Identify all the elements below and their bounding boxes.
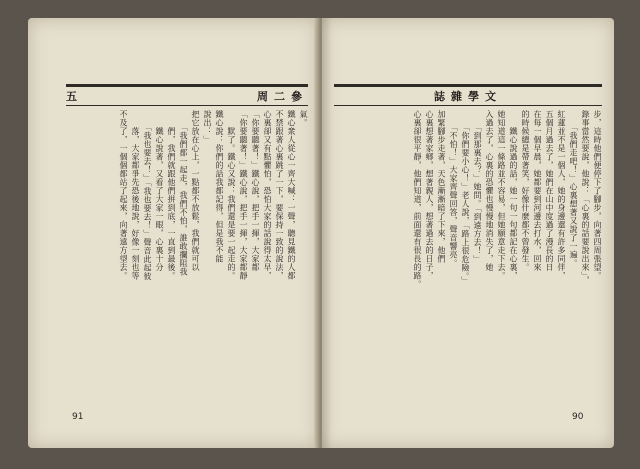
text-column: 們，我們就跟他們拼到底，一直到最後。 — [167, 110, 176, 280]
text-column: 說出：」 — [203, 110, 212, 144]
left-page-number: 91 — [72, 412, 84, 422]
text-column: 她知道這一條路並不容易，但她願意走下去。 — [497, 110, 506, 280]
right-page — [322, 18, 614, 448]
right-text-block — [336, 110, 602, 360]
text-column: 「你們要小心！」老人說，「路上很危險。」 — [461, 110, 470, 285]
text-column: 不禁跟著心裏跳了一下，要保持一致的說法， — [275, 110, 284, 280]
right-page-number: 90 — [572, 412, 584, 422]
text-column: 鐵心說：你們的話我都記得，但是我不能 — [215, 110, 224, 263]
left-header-title: 周二參 — [257, 90, 308, 103]
text-column: 「你要聽著！」鐵心說，把手一揮，大家都靜 — [239, 110, 248, 280]
left-page — [28, 18, 318, 448]
right-header-title: 誌雜學文 — [434, 90, 502, 103]
text-column: 紅蓮並不是一個人，她的身邊還有許多同伴， — [557, 110, 566, 280]
text-column: 心裏卻很平靜，他們知道，前面還有很長的路。 — [413, 110, 422, 289]
text-column: 不及了，一個個都站了起來，向著遠方望去。 — [119, 110, 128, 280]
left-page-header — [66, 84, 308, 106]
text-column: 落，大家都爭先恐後地說，好像一刻也等 — [131, 110, 140, 280]
text-column: 錄事當然要說，他說：「心裏的話要說出來」， — [581, 110, 590, 285]
left-header-chapter: 五 — [66, 90, 83, 103]
left-text-block — [68, 110, 308, 350]
text-column: 鐵心說著，又看了大家一眼，心裏十分 — [155, 110, 164, 272]
text-column: 的時候總是帶著笑，好像什麼都不曾發生。 — [521, 110, 530, 272]
text-column: 鐵心說過的話，她一句一句都記在心裏， — [509, 110, 518, 280]
text-column: 「你要聽著！」鐵心說，把手一揮，大家都 — [251, 110, 260, 272]
text-column: 步，這時他們便停下了腳步，向著四周張望。 — [593, 110, 602, 280]
text-column: 「到那裏去？」她問。「到遠方去！」 — [473, 110, 482, 264]
text-column: 把它放在心上，一點都不放鬆，我們就可以 — [191, 110, 200, 272]
right-page-header — [334, 84, 602, 106]
text-column: 氣。 — [299, 110, 308, 127]
text-column: 入過去了，心裏的恐懼也慢慢地消失了，她 — [485, 110, 494, 272]
text-column: 在每一個早晨，她都要到河邊去打水，回來 — [533, 110, 542, 272]
text-column: 心裏卻又有點懼怕，恐怕大家的話說得太早， — [263, 110, 272, 280]
text-column: 「我也要去！」「我也要去！」聲音此起彼 — [143, 110, 152, 281]
text-column: 鐵心衆人從心一齊大喊：一聲，聽見鐵的人都 — [287, 110, 296, 280]
text-column: 加緊腳步走著，天色漸漸暗了下來，他們 — [437, 110, 446, 263]
text-column: 心裏想著家鄉，想著親人，想著過去的日子， — [425, 110, 434, 280]
text-column: 默了。鐵心又說：我們還是要一起走的。 — [227, 110, 236, 280]
text-column: 「不怕！」大家齊聲回答，聲音響亮。 — [449, 110, 458, 268]
text-column: 五個月過去了，她們在山中度過了漫長的日 — [545, 110, 554, 272]
text-column: 「我們走吧！」心裏想著又說了一遍。 — [569, 110, 578, 268]
text-column: 「我們都一起走，我們不怕，誰敢攔阻我 — [179, 110, 188, 276]
gutter-shadow — [322, 18, 332, 448]
